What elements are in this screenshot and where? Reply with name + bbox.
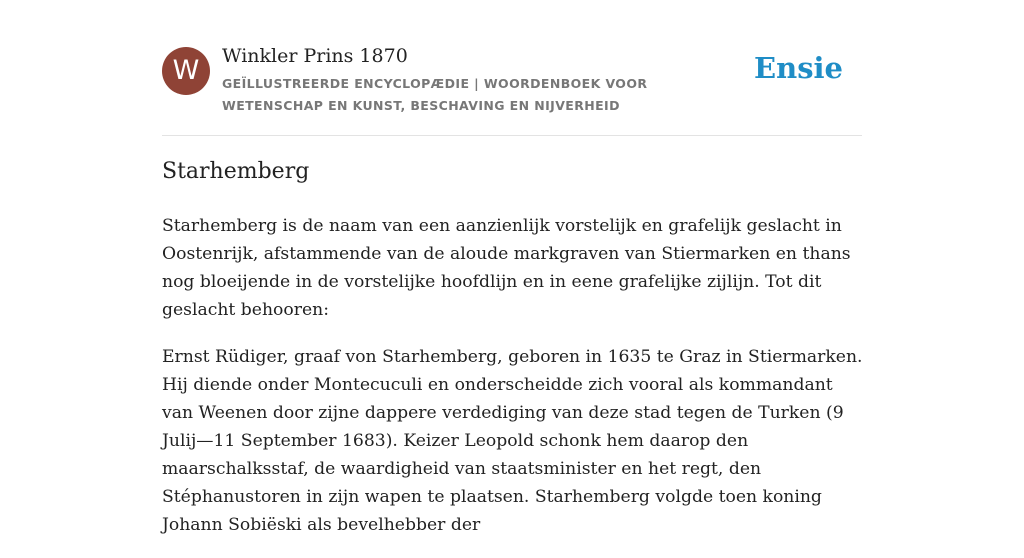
source-avatar[interactable]: W (162, 47, 210, 95)
article-paragraph: Ernst Rüdiger, graaf von Starhemberg, geboren in 1635 te Graz in Stiermarken. Hij diende onder Montecuculi en onderscheidde zich vooral als kommandant van Weenen door zijne dappere verdediging van deze stad tegen de Turken (9 Julij—11 September 1683). Keizer Leopold schonk hem daarop den maarschalksstaf, de waardigheid van staatsminister en het regt, den Stéphanustoren in zijn wapen te plaatsen. Starhemberg volgde toen koning Johann Sobiëski als bevelhebber der (162, 347, 863, 535)
ensie-logo[interactable]: Ensie (754, 51, 843, 85)
article-title: Starhemberg (162, 159, 310, 184)
source-title[interactable]: Winkler Prins 1870 (222, 45, 408, 67)
source-subtitle: GEÏLLUSTREERDE ENCYCLOPÆDIE | WOORDENBOEK VOOR WETENSCHAP EN KUNST, BESCHAVING EN NIJVERHEID (222, 76, 648, 113)
source-header (162, 45, 862, 135)
article-body (162, 212, 864, 558)
header-divider (162, 135, 862, 136)
article-paragraph: Starhemberg is de naam van een aanzienlijk vorstelijk en grafelijk geslacht in Oostenrijk, afstammende van de aloude markgraven van Stiermarken en thans nog bloeijende in de vorstelijke hoofdlijn en in eene grafelijke zijlijn. Tot dit geslacht behooren: (162, 216, 851, 320)
